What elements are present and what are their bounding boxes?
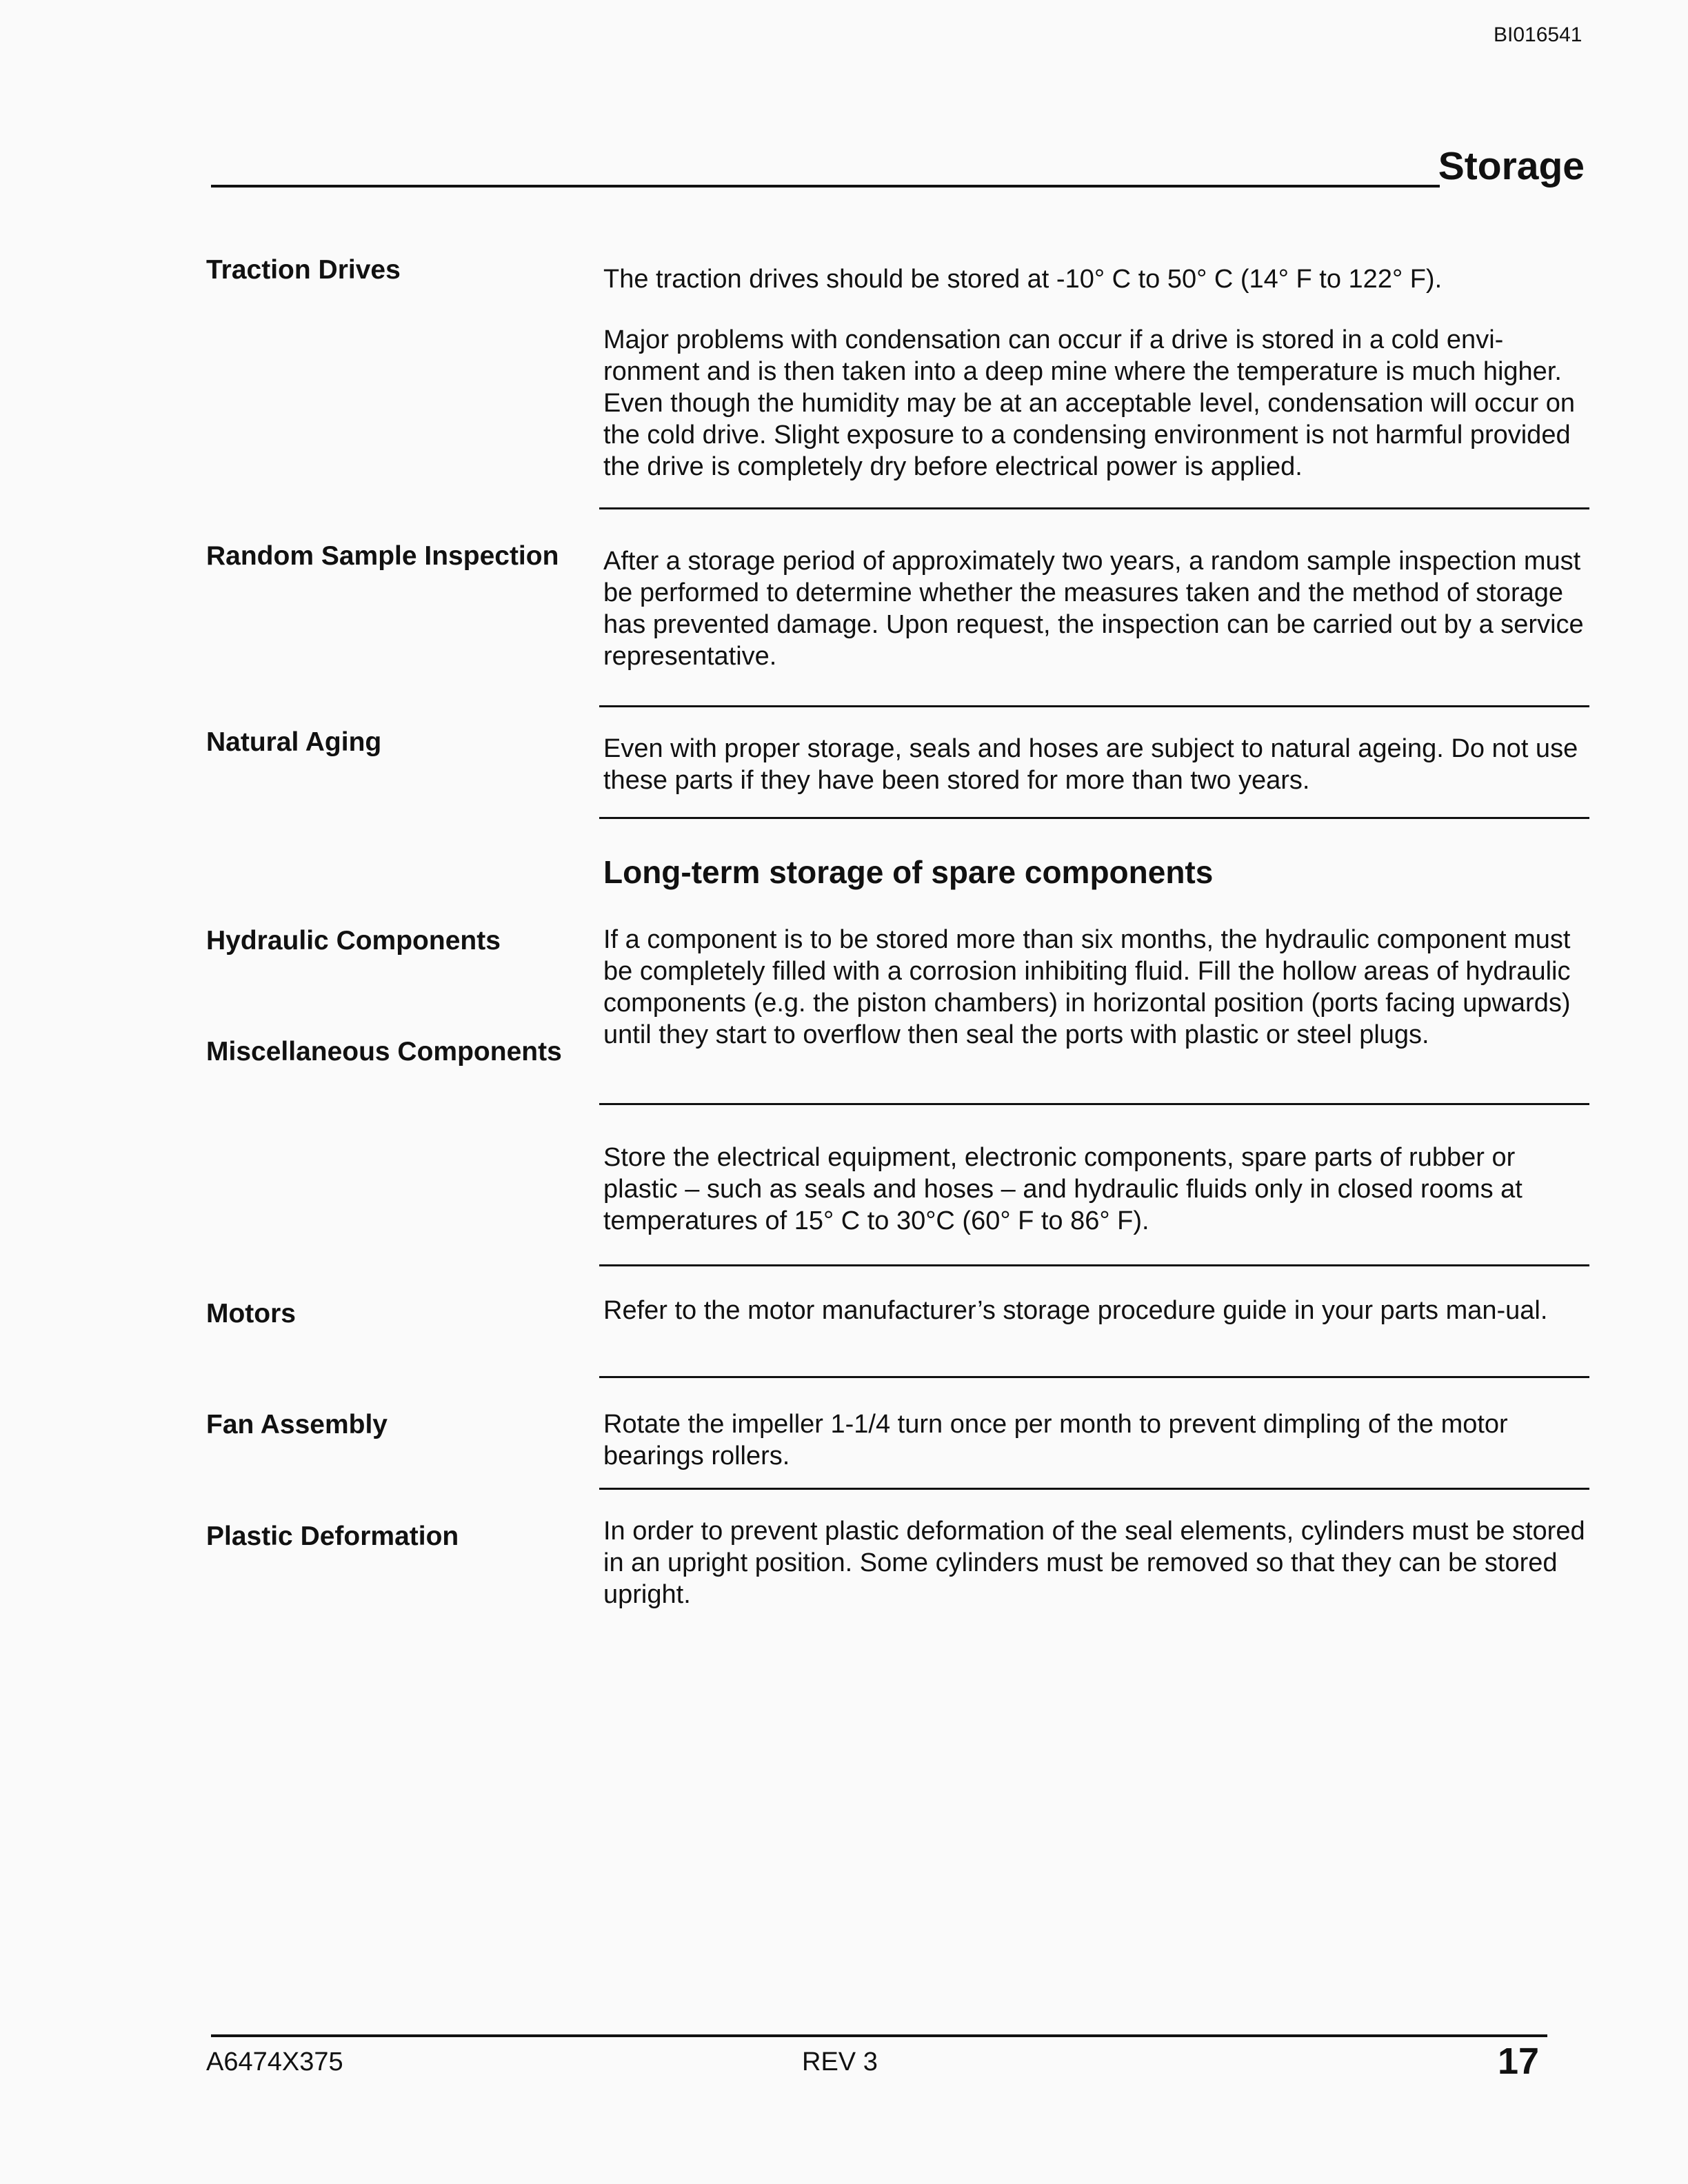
section-divider	[599, 817, 1589, 819]
natural-aging-text: Even with proper storage, seals and hoses are subject to natural ageing. Do not use these parts if they have been stored for more than two years.	[603, 734, 1578, 795]
title-rule	[211, 185, 1440, 188]
fan-assembly-text: Rotate the impeller 1-1/4 turn once per month to prevent dimpling of the motor bearings rollers.	[603, 1410, 1508, 1470]
label-plastic-deformation: Plastic Deformation	[206, 1521, 459, 1551]
label-hydraulic-components: Hydraulic Components	[206, 926, 501, 956]
label-miscellaneous-components: Miscellaneous Components	[206, 1037, 562, 1066]
section-divider	[599, 507, 1589, 509]
footer-rule	[211, 2034, 1547, 2037]
label-natural-aging: Natural Aging	[206, 727, 382, 757]
section-divider	[599, 705, 1589, 707]
label-traction-drives: Traction Drives	[206, 255, 401, 285]
label-random-sample-inspection: Random Sample Inspection	[206, 541, 559, 571]
footer-document-number: A6474X375	[206, 2048, 343, 2076]
motors-text: Refer to the motor manufacturer’s storage procedure guide in your parts man-ual.	[603, 1296, 1548, 1325]
page-title: Storage	[1438, 144, 1585, 188]
page-number: 17	[1498, 2041, 1540, 2082]
plastic-deformation-text: In order to prevent plastic deformation of the seal elements, cylinders must be stored in an upright position. Some cylinders must be removed so that they can be stored upright.	[603, 1517, 1585, 1609]
section-divider	[599, 1488, 1589, 1490]
random-sample-text: After a storage period of approximately two years, a random sample inspection must be performed to determine whether the measures taken and the method of storage has prevented damage. Upon request, the inspection can be carried out by a service representative.	[603, 547, 1584, 671]
long-term-storage-heading: Long-term storage of spare components	[603, 854, 1214, 890]
footer-revision: REV 3	[802, 2048, 878, 2076]
document-id: BI016541	[1494, 23, 1582, 46]
label-fan-assembly: Fan Assembly	[206, 1410, 388, 1439]
section-divider	[599, 1264, 1589, 1266]
section-divider	[599, 1376, 1589, 1378]
label-motors: Motors	[206, 1299, 296, 1328]
traction-drives-temp-text: The traction drives should be stored at -10° C to 50° C (14° F to 122° F).	[603, 265, 1443, 294]
miscellaneous-components-text: Store the electrical equipment, electronic components, spare parts of rubber or plastic – such as seals and hoses – and hydraulic fluids only in closed rooms at temperatures of 15° C to 30°C (60° F to 86° F).	[603, 1143, 1523, 1235]
hydraulic-components-text: If a component is to be stored more than six months, the hydraulic component must be completely filled with a corrosion inhibiting fluid. Fill the hollow areas of hydraulic components (e.g. the piston chambers) in horizontal position (ports facing upwards) until they start to overflow then seal the ports with plastic or steel plugs.	[603, 925, 1571, 1049]
section-divider	[599, 1103, 1589, 1105]
traction-drives-condensation-text: Major problems with condensation can occur if a drive is stored in a cold envi-ronment and is then taken into a deep mine where the temperature is much higher. Even though the humidity may be at an acceptable level, condensation will occur on the cold drive. Slight exposure to a condensing environment is not harmful provided the drive is completely dry before electrical power is applied.	[603, 325, 1575, 481]
